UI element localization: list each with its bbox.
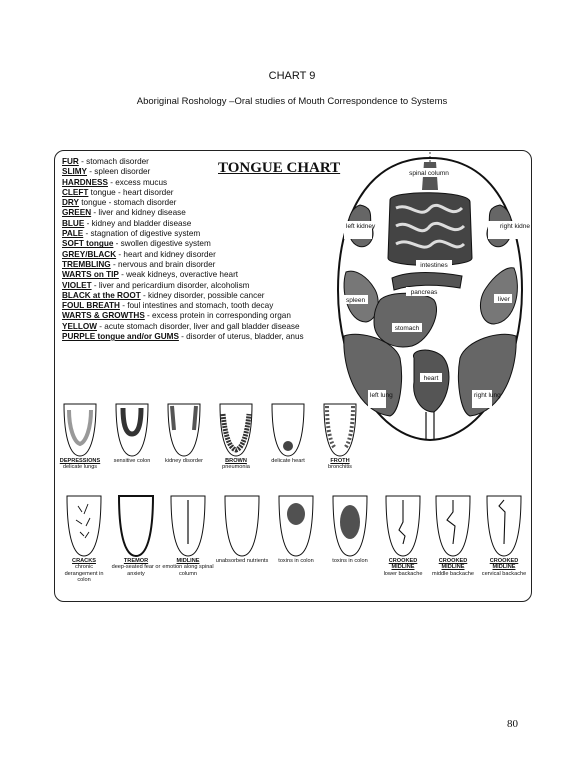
legend-desc: - spleen disorder xyxy=(87,167,151,177)
tongue-sample xyxy=(378,492,428,577)
legend-item xyxy=(62,332,362,342)
legend-item xyxy=(62,178,362,188)
legend-desc: - weak kidneys, overactive heart xyxy=(118,270,239,280)
tongue-crooked-midline-icon xyxy=(433,492,473,558)
legend-term: YELLOW xyxy=(62,321,98,331)
sample-title: FROTH xyxy=(330,458,350,464)
sample-caption: kidney disorder xyxy=(165,458,203,464)
legend-desc: - acute stomach disorder, liver and gall bladder disease xyxy=(97,321,300,331)
legend-term: PURPLE tongue and/or GUMS xyxy=(62,332,179,342)
legend-desc: - kidney and bladder disease xyxy=(84,218,192,228)
tongue-chart-title: TONGUE CHART xyxy=(218,160,341,176)
tongue-sample xyxy=(314,400,366,471)
label-spinal-column: spinal column xyxy=(409,170,449,177)
tongue-sample xyxy=(106,400,158,464)
legend-term: FOUL BREATH xyxy=(62,301,120,311)
legend-term: BLUE xyxy=(62,218,85,228)
tongue-tremor-icon xyxy=(116,492,156,558)
legend-desc: - kidney disorder, possible cancer xyxy=(140,290,265,300)
tongue-froth-icon xyxy=(321,400,359,458)
label-left-kidney: left kidney xyxy=(346,223,376,230)
tongue-samples-row-1 xyxy=(54,400,532,486)
tongue-sample xyxy=(162,492,214,577)
tongue-midline-icon xyxy=(168,492,208,558)
legend-term: CLEFT xyxy=(62,187,89,197)
sample-caption: toxins in colon xyxy=(332,558,368,564)
legend-desc: - swollen digestive system xyxy=(113,239,211,249)
sample-title: CRACKS xyxy=(72,558,96,564)
label-left-lung: left lung xyxy=(370,392,393,399)
tongue-sample xyxy=(110,492,162,577)
legend-item xyxy=(62,229,362,239)
legend-term: DRY xyxy=(62,198,79,208)
sample-title: DEPRESSIONS xyxy=(59,458,101,464)
legend-desc: - heart and kidney disorder xyxy=(116,249,216,259)
sample-title: MIDLINE xyxy=(176,558,200,564)
label-right-lung: right lung xyxy=(474,392,501,399)
legend-list xyxy=(62,157,362,342)
legend-item xyxy=(62,322,362,332)
legend-term: HARDNESS xyxy=(62,177,108,187)
sample-title: CROOKED MIDLINE xyxy=(489,558,519,571)
sample-caption: toxins in colon xyxy=(278,558,314,564)
tongue-sample xyxy=(210,400,262,471)
legend-desc: - nervous and brain disorder xyxy=(110,259,216,269)
label-heart: heart xyxy=(423,375,439,382)
tongue-unabsorbed-nutrients-icon xyxy=(222,492,262,558)
sample-title: TREMOR xyxy=(123,558,149,564)
sample-caption: unabsorbed nutrients xyxy=(215,558,269,564)
legend-term: FUR xyxy=(62,157,79,166)
sample-caption: lower backache xyxy=(383,570,423,577)
sample-caption: pneumonia xyxy=(222,464,250,471)
legend-desc: - liver and pericardium disorder, alcoholism xyxy=(91,280,250,290)
tongue-sample xyxy=(428,492,478,577)
tongue-sample xyxy=(262,400,314,464)
label-pancreas: pancreas xyxy=(410,289,438,296)
label-spleen: spleen xyxy=(346,297,366,304)
legend-desc: - foul intestines and stomach, tooth decay xyxy=(119,301,274,311)
legend-desc: - liver and kidney disease xyxy=(91,208,186,218)
legend-desc: tongue - heart disorder xyxy=(88,187,174,197)
chart-number: CHART 9 xyxy=(268,70,316,82)
legend-item xyxy=(62,270,362,280)
legend-desc: - stagnation of digestive system xyxy=(83,229,201,239)
legend-desc: tongue - stomach disorder xyxy=(78,198,177,208)
tongue-crooked-midline-icon xyxy=(484,492,524,558)
legend-item xyxy=(62,239,362,249)
legend-desc: - excess protein in corresponding organ xyxy=(144,311,291,321)
legend-desc: - stomach disorder xyxy=(78,157,149,166)
legend-item xyxy=(62,260,362,270)
legend-desc: - disorder of uterus, bladder, anus xyxy=(178,332,304,342)
tongue-sample xyxy=(54,400,106,471)
sample-title: BROWN xyxy=(225,458,247,464)
legend-item xyxy=(62,188,362,198)
sample-caption: emotion along spinal column xyxy=(162,564,214,577)
legend-item xyxy=(62,198,362,208)
legend-item xyxy=(62,167,362,177)
tongue-kidney-disorder-icon xyxy=(165,400,203,458)
tongue-sensitive-colon-icon xyxy=(113,400,151,458)
sample-caption: deep-seated fear or anxiety xyxy=(111,564,161,577)
legend-term: WARTS on TIP xyxy=(62,270,119,280)
tongue-delicate-heart-icon xyxy=(269,400,307,458)
tongue-sample xyxy=(214,492,270,564)
sample-title: CROOKED MIDLINE xyxy=(388,558,418,571)
legend-term: SLIMY xyxy=(62,167,88,177)
legend-term: VIOLET xyxy=(62,280,92,290)
legend-item xyxy=(62,219,362,229)
legend-term: TREMBLING xyxy=(62,259,111,269)
legend-term: BLACK at the ROOT xyxy=(62,290,141,300)
tongue-crooked-midline-icon xyxy=(383,492,423,558)
legend-item xyxy=(62,281,362,291)
tongue-sample xyxy=(324,492,376,564)
sample-caption: delicate heart xyxy=(271,458,305,464)
tongue-sample xyxy=(478,492,530,577)
legend-item xyxy=(62,208,362,218)
page-subtitle: Aboriginal Roshology –Oral studies of Mouth Correspondence to Systems xyxy=(136,96,448,107)
sample-title: CROOKED MIDLINE xyxy=(438,558,468,571)
sample-caption: cervical backache xyxy=(481,570,527,577)
legend-item xyxy=(62,311,362,321)
legend-term: GREY/BLACK xyxy=(62,249,117,259)
legend-item xyxy=(62,301,362,311)
sample-caption: middle backache xyxy=(432,570,474,577)
tongue-brown-icon xyxy=(217,400,255,458)
sample-caption: chronic derangement in colon xyxy=(64,564,104,583)
legend-item xyxy=(62,157,362,167)
tongue-sample xyxy=(58,492,110,583)
sample-caption: bronchitis xyxy=(328,464,352,471)
page-number: 80 xyxy=(507,718,518,730)
tongue-samples-row-2 xyxy=(54,492,532,598)
legend-term: GREEN xyxy=(62,208,92,218)
tongue-depressions-icon xyxy=(61,400,99,458)
tongue-toxins-colon-icon xyxy=(276,492,316,558)
legend-term: SOFT tongue xyxy=(62,239,114,249)
legend-desc: - excess mucus xyxy=(107,177,168,187)
label-intestines: intestines xyxy=(420,262,448,269)
sample-caption: sensitive colon xyxy=(113,458,151,464)
tongue-sample xyxy=(158,400,210,464)
tongue-cracks-icon xyxy=(64,492,104,558)
legend-term: PALE xyxy=(62,229,84,239)
legend-item xyxy=(62,291,362,301)
sample-caption: delicate lungs xyxy=(62,464,98,471)
label-liver: liver xyxy=(498,296,510,303)
legend-item xyxy=(62,250,362,260)
label-right-kidney: right kidney xyxy=(500,223,530,230)
label-stomach: stomach xyxy=(394,325,420,332)
tongue-toxins-colon-icon xyxy=(330,492,370,558)
legend-term: WARTS & GROWTHS xyxy=(62,311,145,321)
tongue-sample xyxy=(270,492,322,564)
